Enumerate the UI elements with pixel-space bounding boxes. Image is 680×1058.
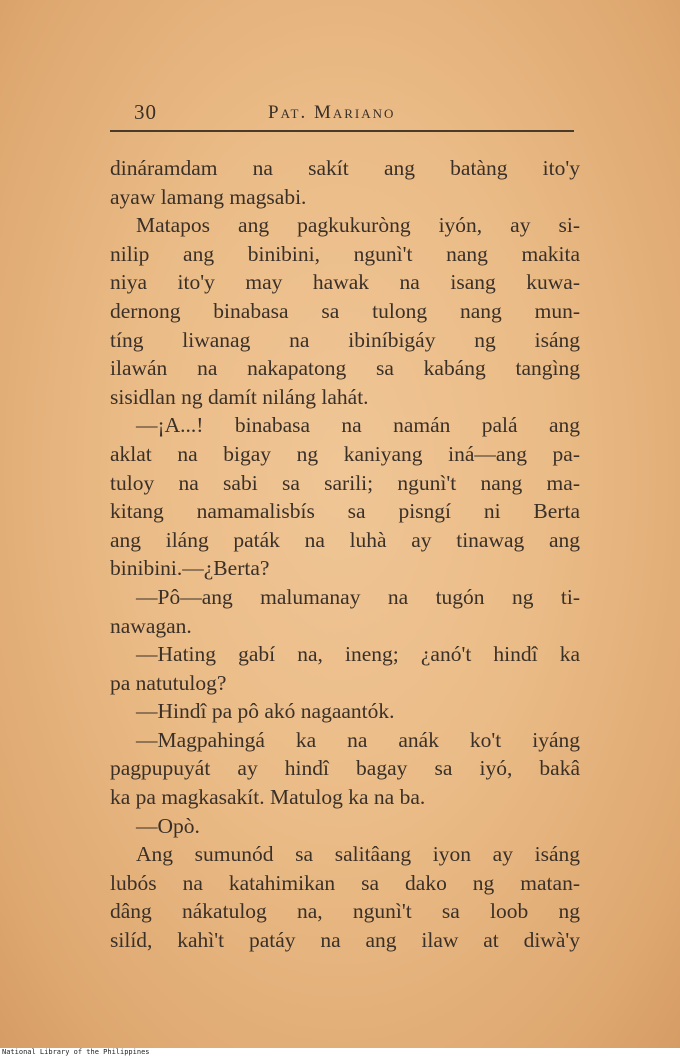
- text-line: dináramdam na sakít ang batàng ito'y: [110, 156, 580, 180]
- text-line: dernong binabasa sa tulong nang mun-: [110, 298, 580, 323]
- text-line: Ang sumunód sa salitâang iyon ay isáng: [136, 842, 580, 867]
- text-line: pa natutulog?: [110, 670, 227, 695]
- text-line: —Opò.: [136, 813, 200, 838]
- text-line: tíng liwanag na ibiníbigáy ng isáng: [110, 327, 580, 352]
- footer-strip: [0, 1048, 680, 1058]
- text-line: aklat na bigay ng kaniyang iná—ang pa-: [110, 441, 580, 466]
- text-line: nilip ang binibini, ngunì't nang makita: [110, 241, 580, 266]
- text-line: —Hating gabí na, ineng; ¿anó't hindî ka: [136, 642, 580, 667]
- text-line: lubós na katahimikan sa dako ng matan-: [110, 870, 580, 895]
- text-line: —Magpahingá ka na anák ko't iyáng: [136, 727, 580, 752]
- text-line: ang iláng paták na luhà ay tinawag ang: [110, 527, 580, 552]
- text-line: niya ito'y may hawak na isang kuwa-: [110, 270, 580, 295]
- text-line: pagpupuyát ay hindî bagay sa iyó, bakâ: [110, 756, 580, 781]
- text-line: —¡A...! binabasa na namán palá ang: [136, 413, 580, 438]
- text-line: dâng nákatulog na, ngunì't sa loob ng: [110, 899, 580, 924]
- text-line: nawagan.: [110, 613, 192, 638]
- page-number: 30: [134, 100, 157, 124]
- text-line: —Pô—ang malumanay na tugón ng ti-: [136, 584, 580, 609]
- page-header: [110, 100, 574, 132]
- text-line: sisidlan ng damít niláng lahát.: [110, 384, 369, 409]
- text-line: Matapos ang pagkukuròng iyón, ay si-: [136, 213, 580, 238]
- running-head: Pat. Mariano: [268, 102, 396, 123]
- text-line: silíd, kahì't patáy na ang ilaw at diwà'y: [110, 928, 580, 953]
- text-line: ilawán na nakapatong sa kabáng tangìng: [110, 356, 580, 381]
- text-line: binibini.—¿Berta?: [110, 556, 270, 581]
- text-line: —Hindî pa pô akó nagaantók.: [136, 699, 395, 724]
- text-line: tuloy na sabi sa sarili; ngunì't nang ma-: [110, 470, 580, 495]
- footer-credit: National Library of the Philippines: [2, 1048, 150, 1056]
- body-text: [110, 154, 580, 955]
- text-line: ka pa magkasakít. Matulog ka na ba.: [110, 785, 426, 810]
- text-line: ayaw lamang magsabi.: [110, 184, 307, 209]
- text-line: kitang namamalisbís sa pisngí ni Berta: [110, 499, 580, 524]
